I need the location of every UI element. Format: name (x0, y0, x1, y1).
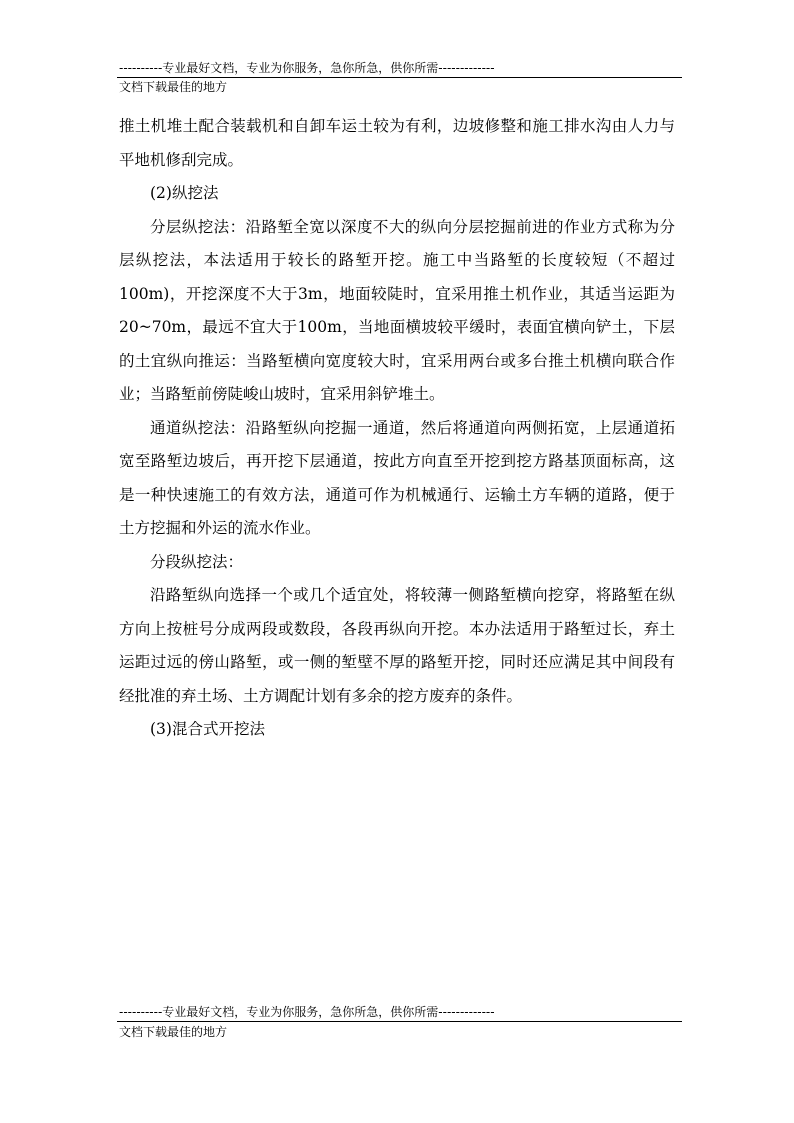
subheading-segmented-method: 分段纵挖法： (150, 552, 244, 571)
paragraph-segmented-method: 沿路堑纵向选择一个或几个适宜处，将较薄一侧路堑横向挖穿，将路堑在纵方向上按桩号分成两段或数段，各段再纵向开挖。本办法适用于路堑过长，弃土运距过远的傍山路堑，或一侧的堑壁不厚的路堑开挖，同时还应满足其中间段有经批准的弃土场、土方调配计划有多余的挖方废弃的条件。 (119, 586, 675, 705)
section-heading-longitudinal: (2)纵挖法 (150, 184, 219, 202)
paragraph-continuation: 推土机堆土配合装载机和自卸车运土较为有利，边坡修整和施工排水沟由人力与平地机修刮完成。 (119, 117, 675, 169)
paragraph-layered-method: 分层纵挖法：沿路堑全宽以深度不大的纵向分层挖掘前进的作业方式称为分层纵挖法，本法适用于较长的路堑开挖。施工中当路堑的长度较短（不超过100m)，开挖深度不大于3m，地面较陡时，宜采用推土机作业，其适当运距为20~70m，最远不宜大于100m，当地面横坡较平缓时，表面宜横向铲土，下层的土宜纵向推运：当路堑横向宽度较大时，宜采用两台或多台推土机横向联合作业；当路堑前傍陡峻山坡时，宜采用斜铲堆土。 (119, 217, 675, 403)
footer-subtitle: 文档下载最佳的地方 (119, 1025, 228, 1039)
header-subtitle: 文档下载最佳的地方 (119, 80, 228, 94)
document-body (119, 110, 675, 747)
paragraph-channel-method: 通道纵挖法：沿路堑纵向挖掘一通道，然后将通道向两侧拓宽，上层通道拓宽至路堑边坡后，再开挖下层通道，按此方向直至开挖到挖方路基顶面标高，这是一种快速施工的有效方法，通道可作为机械通行、运输土方车辆的道路，便于土方挖掘和外运的流水作业。 (119, 418, 675, 537)
header-tagline: ----------专业最好文档，专业为你服务，急你所急，供你所需------------- (119, 61, 495, 75)
section-heading-mixed: (3)混合式开挖法 (150, 720, 265, 738)
footer-tagline: ----------专业最好文档，专业为你服务，急你所急，供你所需------------- (119, 1005, 495, 1019)
footer-rule (117, 1021, 682, 1022)
header-rule (117, 77, 682, 78)
